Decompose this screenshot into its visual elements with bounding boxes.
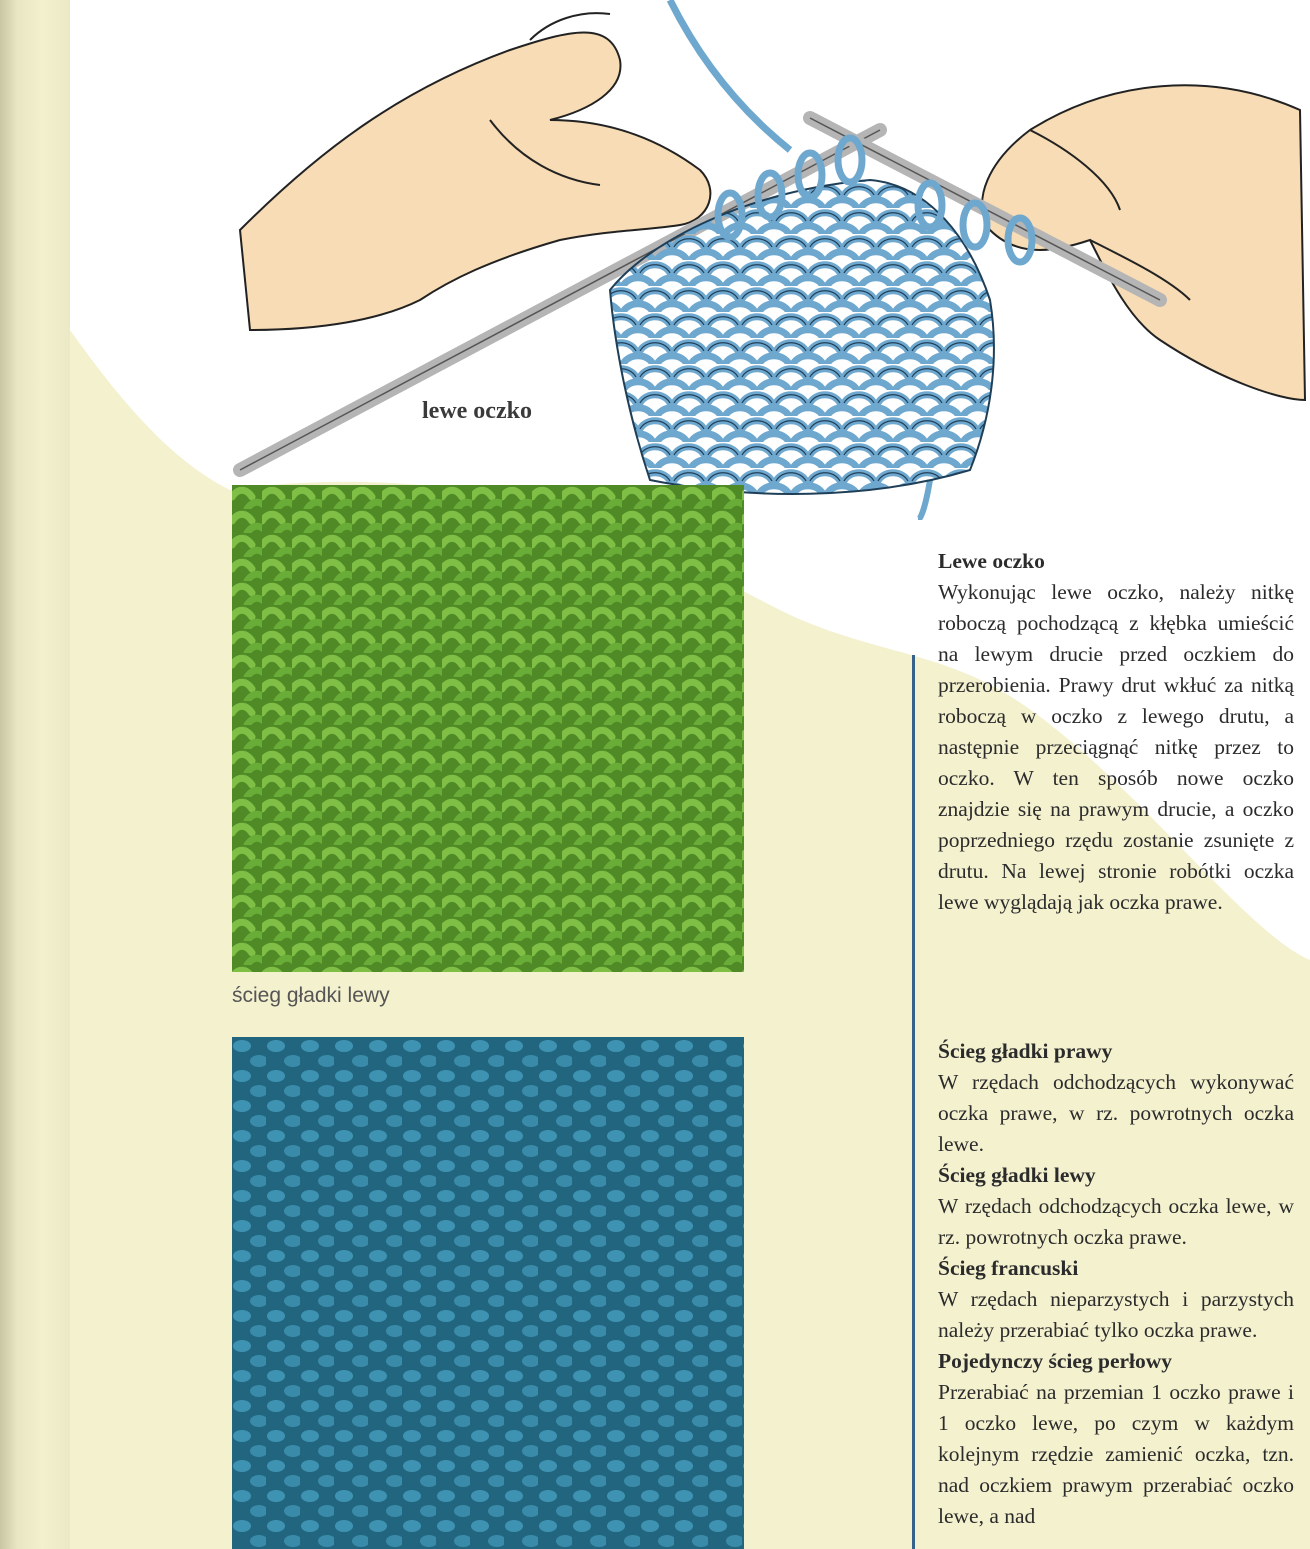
stitch-body: Przerabiać na przemian 1 oczko prawe i 1 oczko lewe, po czym w każdym kolejnym rzędzie zamienić oczka, tzn. nad oczkiem prawym przerabiać oczko lewe, a nad	[938, 1380, 1294, 1528]
blue-knit-swatch	[232, 1037, 744, 1549]
section-lewe-oczko	[938, 546, 1294, 918]
stitch-heading: Ścieg francuski	[938, 1256, 1079, 1280]
green-swatch-caption: ścieg gładki lewy	[232, 984, 390, 1007]
green-knit-swatch	[232, 485, 744, 972]
column-rule	[912, 655, 915, 1549]
working-yarn	[670, 0, 790, 150]
stitch-body: W rzędach odchodzących wykonywać oczka prawe, w rz. powrotnych oczka lewe.	[938, 1070, 1294, 1156]
yarn-tail	[918, 480, 930, 520]
stitch-heading: Ścieg gładki lewy	[938, 1163, 1096, 1187]
stitch-heading: Pojedynczy ścieg perłowy	[938, 1349, 1173, 1373]
stitch-list	[938, 1036, 1294, 1532]
stitch-heading: Ścieg gładki prawy	[938, 1039, 1113, 1063]
knitting-illustration	[230, 0, 1310, 520]
illustration-label: lewe oczko	[422, 398, 532, 424]
stitch-body: W rzędach odchodzących oczka lewe, w rz. powrotnych oczka prawe.	[938, 1194, 1294, 1249]
section-heading: Lewe oczko	[938, 549, 1045, 573]
section-body: Wykonując lewe oczko, należy nitkę roboczą pochodzącą z kłębka umieścić na lewym drucie przed oczkiem do przerobienia. Prawy drut wkłuć za nitką roboczą w oczko z lewego drutu, a następnie przeciągnąć nitkę przez to oczko. W ten sposób nowe oczko znajdzie się na prawym drucie, a oczko poprzedniego rzędu zostanie zsunięte z drutu. Na lewej stronie robótki oczka lewe wyglądają jak oczka prawe.	[938, 580, 1294, 914]
stitch-body: W rzędach nieparzystych i parzystych należy przerabiać tylko oczka prawe.	[938, 1287, 1294, 1342]
